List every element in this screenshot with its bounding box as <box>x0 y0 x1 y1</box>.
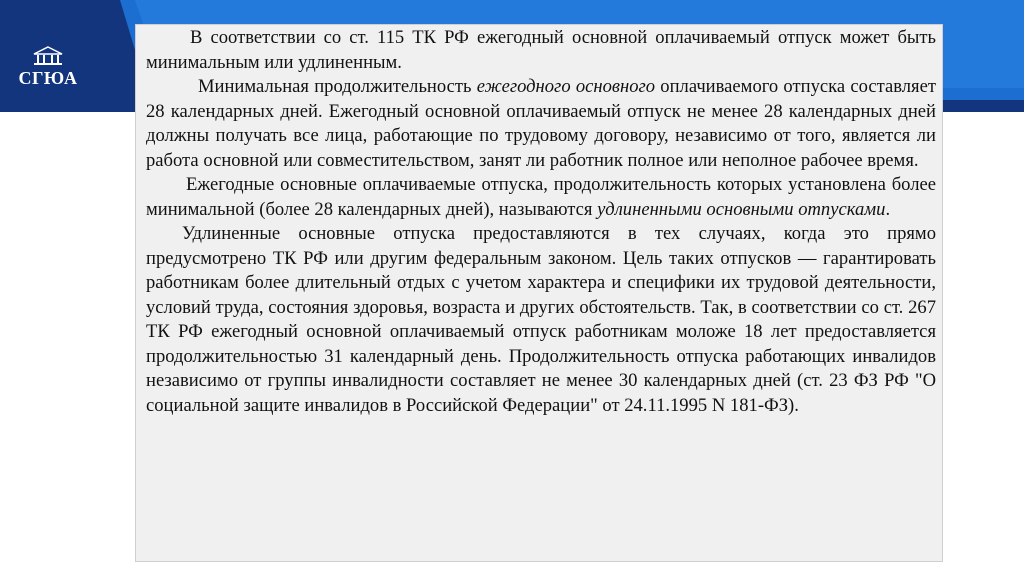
paragraph-4: Удлиненные основные отпуска предоставляются в тех случаях, когда это прямо предусмотрено ТК РФ или другим федеральным законом. Цель таких отпусков — гарантировать работникам более длительный отдых с учетом характера и специфики их трудовой деятельности, условий труда, состояния здоровья, возраста и других обстоятельств. Так, в соответствии со ст. 267 ТК РФ ежегодный основной оплачиваемый отпуск работникам моложе 18 лет предоставляется продолжительностью 31 календарный день. Продолжительность отпуска работающих инвалидов независимо от группы инвалидности составляет не менее 30 календарных дней (ст. 23 ФЗ РФ "О социальной защите инвалидов в Российской Федерации" от 24.11.1995 N 181-ФЗ). <box>146 223 936 416</box>
paragraph-2-end: оплачиваемого отпуска составляет 28 календарных дней. Ежегодный основной оплачиваемый отпуск не менее 28 календарных дней должны получать все лица, работающие по трудовому договору, независимо от того, является ли работа основной или совместительством, занят ли работник полное или неполное рабочее время. <box>146 76 936 171</box>
paragraph-1: В соответствии со ст. 115 ТК РФ ежегодный основной оплачиваемый отпуск может быть минимальным или удлиненным. <box>146 27 936 73</box>
university-logo <box>14 46 82 96</box>
paragraph-3-emphasis: удлиненными основными отпусками <box>597 198 886 220</box>
paragraph-3 <box>146 173 936 222</box>
paragraph-2 <box>146 75 936 173</box>
paragraph-3-start: Ежегодные основные оплачиваемые отпуска, продолжительность которых установлена более минимальной (более 28 календарных дней), называются <box>146 174 936 220</box>
paragraph-2-start: Минимальная продолжительность <box>198 76 477 97</box>
paragraph-3-end: . <box>885 198 891 220</box>
paragraph-2-emphasis: ежегодного основного <box>476 76 656 97</box>
logo-text: СГЮА <box>18 68 78 88</box>
building-columns-icon <box>31 46 65 66</box>
document-body <box>146 26 936 418</box>
